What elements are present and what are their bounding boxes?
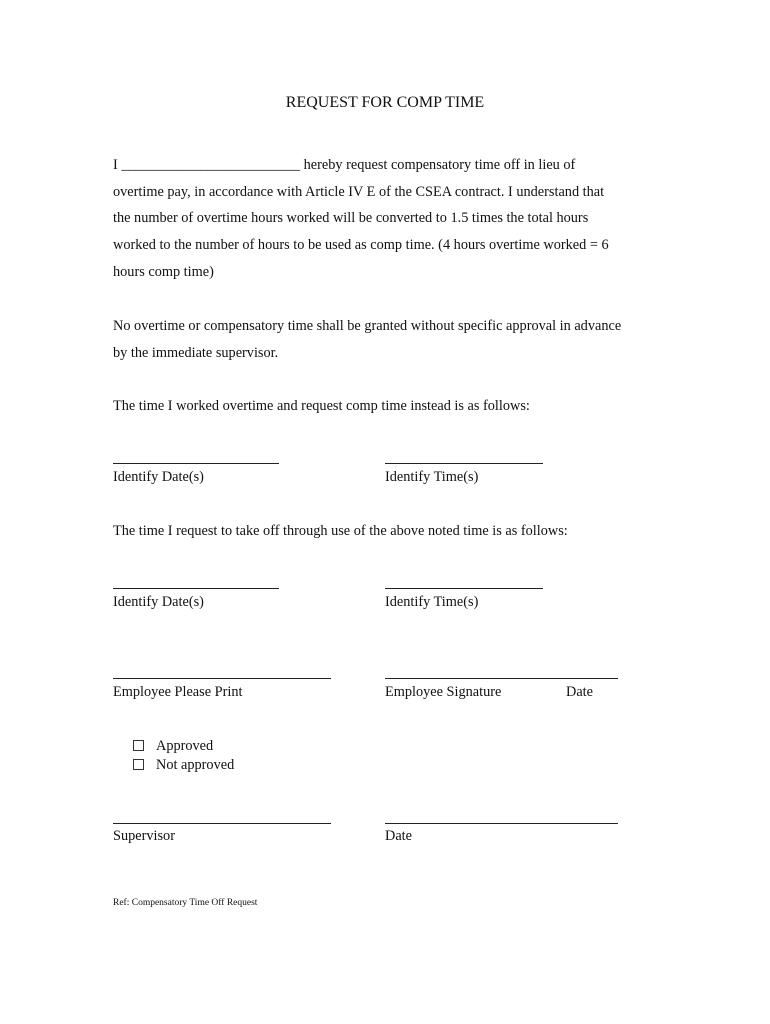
timeoff-dates-field[interactable]	[113, 588, 279, 589]
paragraph-2-line-1: No overtime or compensatory time shall be granted without specific approval in advance	[113, 318, 622, 334]
overtime-intro: The time I worked overtime and request comp time instead is as follows:	[113, 398, 530, 414]
supervisor-field[interactable]	[113, 823, 331, 824]
employee-signature-field[interactable]	[385, 678, 618, 679]
not-approved-checkbox[interactable]	[133, 759, 144, 770]
supervisor-date-label: Date	[385, 828, 412, 844]
approved-label: Approved	[156, 738, 214, 754]
approved-option[interactable]	[133, 737, 213, 755]
paragraph-1-line-4: worked to the number of hours to be used as comp time. (4 hours overtime worked = 6	[113, 237, 609, 253]
employee-print-field[interactable]	[113, 678, 331, 679]
timeoff-times-label: Identify Time(s)	[385, 594, 479, 610]
paragraph-1-line-3: the number of overtime hours worked will be converted to 1.5 times the total hours	[113, 210, 589, 226]
not-approved-label: Not approved	[156, 757, 235, 773]
employee-date-label: Date	[566, 684, 593, 700]
timeoff-intro: The time I request to take off through use of the above noted time is as follows:	[113, 523, 568, 539]
timeoff-times-field[interactable]	[385, 588, 543, 589]
footer-reference: Ref: Compensatory Time Off Request	[113, 898, 258, 908]
supervisor-date-field[interactable]	[385, 823, 618, 824]
paragraph-1-line-2: overtime pay, in accordance with Article IV E of the CSEA contract. I understand that	[113, 184, 605, 200]
paragraph-2-line-2: by the immediate supervisor.	[113, 345, 279, 361]
document-title: REQUEST FOR COMP TIME	[285, 94, 485, 111]
overtime-times-field[interactable]	[385, 463, 543, 464]
timeoff-dates-label: Identify Date(s)	[113, 594, 204, 610]
overtime-times-label: Identify Time(s)	[385, 469, 479, 485]
overtime-dates-label: Identify Date(s)	[113, 469, 204, 485]
employee-signature-label: Employee Signature	[385, 684, 502, 700]
employee-print-label: Employee Please Print	[113, 684, 243, 700]
not-approved-option[interactable]	[133, 756, 234, 774]
overtime-dates-field[interactable]	[113, 463, 279, 464]
paragraph-1-line-1: I _________________________ hereby request compensatory time off in lieu of	[113, 157, 576, 173]
paragraph-1-line-5: hours comp time)	[113, 264, 214, 280]
supervisor-label: Supervisor	[113, 828, 175, 844]
approved-checkbox[interactable]	[133, 740, 144, 751]
